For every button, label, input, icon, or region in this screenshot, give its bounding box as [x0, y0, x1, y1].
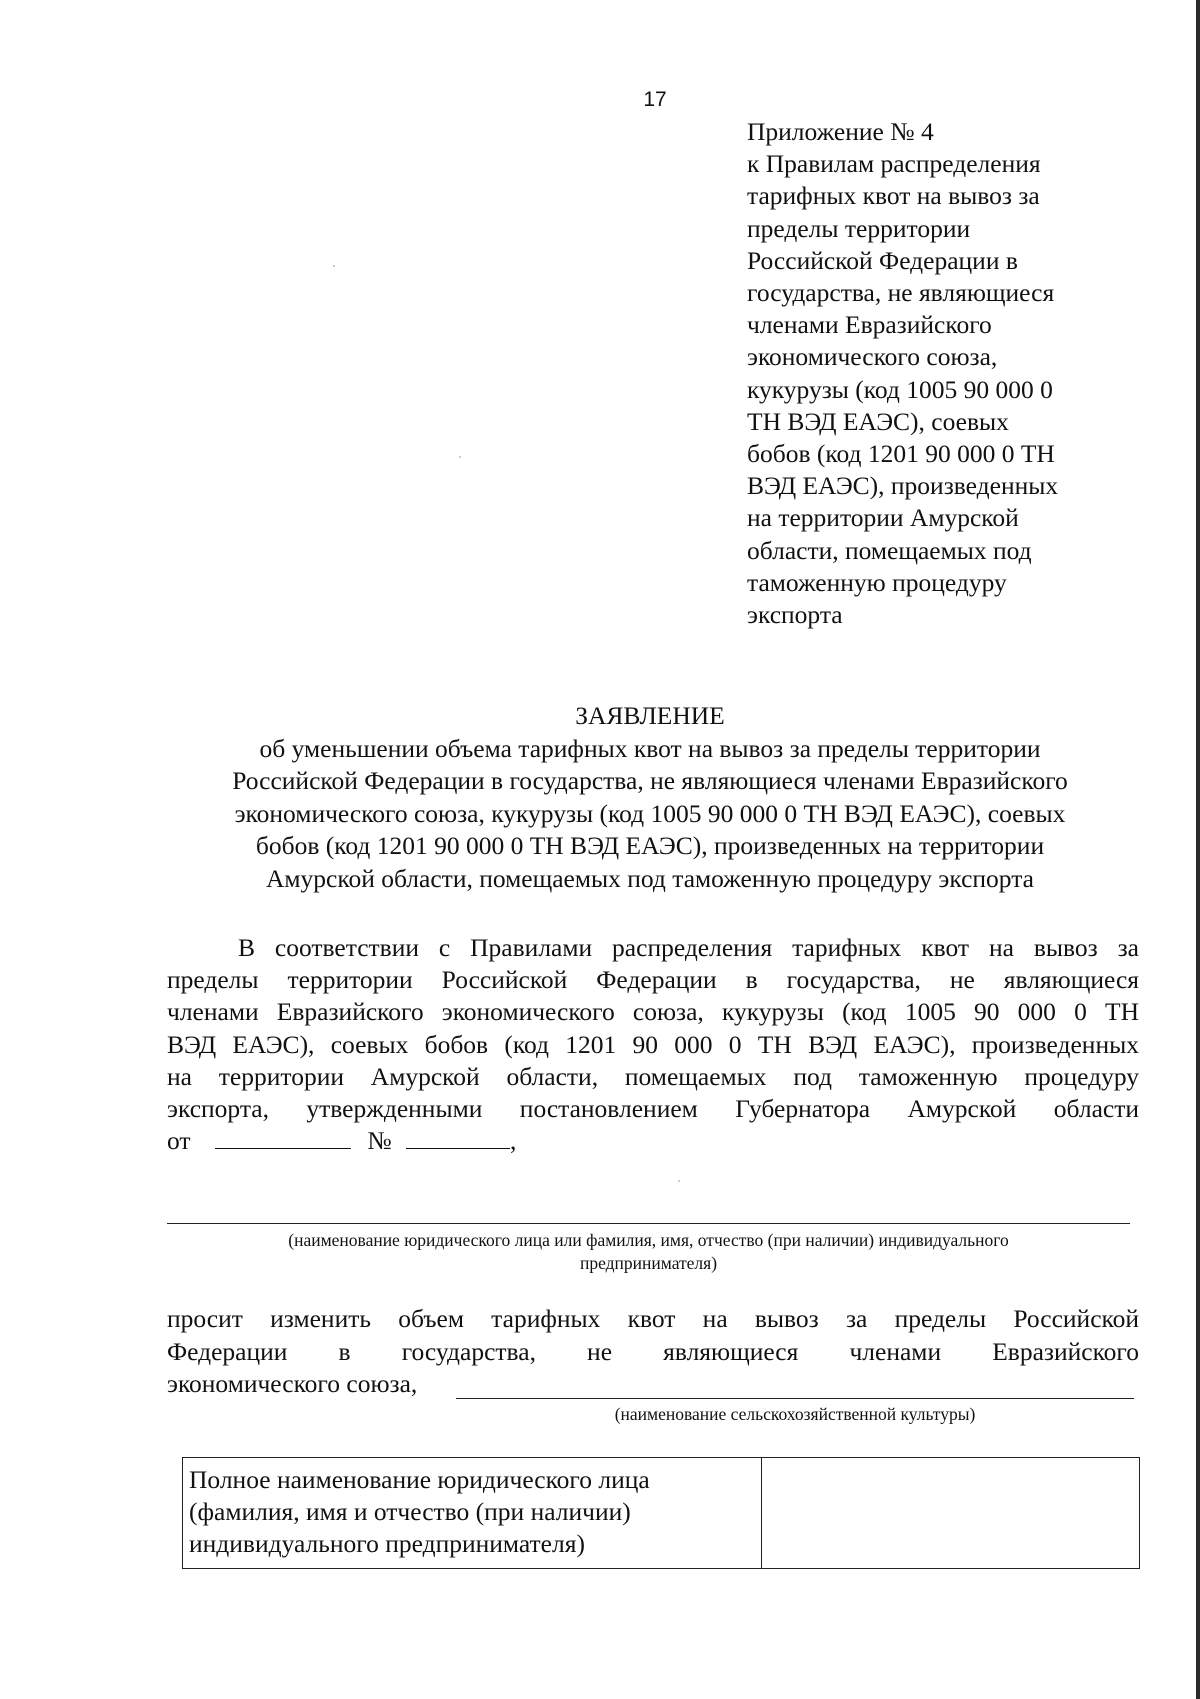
applicant-caption-line: (наименование юридического лица или фамилия, имя, отчество (при наличии) индивидуального: [288, 1230, 1009, 1250]
request-paragraph: [167, 1303, 1139, 1401]
body-line: пределы территории Российской Федерации в государства, не являющиеся: [167, 965, 1139, 995]
crop-name-line[interactable]: [456, 1398, 1134, 1399]
body-line: экспорта, утвержденными постановлением Губернатора Амурской области: [167, 1094, 1139, 1124]
request-line: экономического союза,: [167, 1369, 418, 1398]
scan-speck: [333, 265, 335, 267]
crop-caption: (наименование сельскохозяйственной культуры): [614, 1404, 976, 1424]
appendix-line: бобов (код 1201 90 000 0 ТН: [747, 439, 1055, 469]
applicant-caption: [167, 1229, 1130, 1275]
table-label-line: (фамилия, имя и отчество (при наличии): [189, 1497, 631, 1526]
appendix-line: ТН ВЭД ЕАЭС), соевых: [747, 406, 1009, 436]
table-row: [183, 1458, 1140, 1569]
table-value-cell[interactable]: [762, 1458, 1140, 1569]
body-paragraph: [167, 932, 1139, 1157]
body-line: членами Евразийского экономического союза, кукурузы (код 1005 90 000 0 ТН: [167, 997, 1139, 1027]
request-line: Федерации в государства, не являющиеся членами Евразийского: [167, 1336, 1139, 1366]
appendix-header: [747, 116, 1107, 631]
subtitle-line: экономического союза, кукурузы (код 1005 90 000 0 ТН ВЭД ЕАЭС), соевых: [234, 798, 1066, 828]
number-blank[interactable]: [406, 1126, 510, 1149]
document-title: [170, 700, 1130, 895]
appendix-line: области, помещаемых под: [747, 535, 1032, 565]
appendix-line: таможенную процедуру: [747, 567, 1007, 597]
appendix-line: экспорта: [747, 600, 843, 630]
appendix-line: ВЭД ЕАЭС), произведенных: [747, 471, 1059, 501]
body-line: В соответствии с Правилами распределения тарифных квот на вывоз за: [238, 933, 1139, 962]
body-line: на территории Амурской области, помещаемых под таможенную процедуру: [167, 1061, 1139, 1091]
body-line: ВЭД ЕАЭС), соевых бобов (код 1201 90 000 0 ТН ВЭД ЕАЭС), произведенных: [167, 1029, 1139, 1059]
subtitle-line: бобов (код 1201 90 000 0 ТН ВЭД ЕАЭС), произведенных на территории: [255, 831, 1045, 860]
date-number-line: [167, 1125, 1139, 1157]
appendix-line: тарифных квот на вывоз за: [747, 181, 1040, 211]
subtitle-line: об уменьшении объема тарифных квот на вывоз за пределы территории: [259, 733, 1041, 763]
appendix-line: экономического союза,: [747, 342, 998, 372]
table-label-cell: [183, 1458, 762, 1569]
appendix-line: Российской Федерации в: [747, 245, 1018, 275]
number-sign: №: [367, 1126, 392, 1156]
page-edge: [1196, 0, 1200, 1699]
scan-speck: [459, 456, 461, 458]
date-prefix: от: [167, 1126, 191, 1156]
appendix-line: пределы территории: [747, 213, 971, 243]
page-number: 17: [643, 88, 667, 111]
subtitle-line: Российской Федерации в государства, не являющиеся членами Евразийского: [232, 766, 1068, 795]
scan-speck: [678, 1180, 680, 1182]
table-label-line: Полное наименование юридического лица: [189, 1465, 650, 1494]
applicant-info-table: [182, 1457, 1140, 1569]
document-heading: ЗАЯВЛЕНИЕ: [575, 701, 725, 730]
applicant-caption-line: предпринимателя): [579, 1253, 718, 1273]
appendix-line: членами Евразийского: [747, 310, 992, 340]
appendix-line: Приложение № 4: [747, 117, 934, 146]
appendix-line: на территории Амурской: [747, 503, 1019, 533]
appendix-line: государства, не являющиеся: [747, 278, 1055, 308]
table-label-line: индивидуального предпринимателя): [189, 1529, 585, 1558]
trailing-comma: ,: [510, 1126, 517, 1156]
appendix-line: кукурузы (код 1005 90 000 0: [747, 374, 1053, 404]
applicant-name-line[interactable]: [167, 1223, 1130, 1224]
appendix-line: к Правилам распределения: [747, 149, 1041, 179]
subtitle-line: Амурской области, помещаемых под таможенную процедуру экспорта: [265, 863, 1034, 893]
date-blank[interactable]: [215, 1126, 351, 1149]
request-line: просит изменить объем тарифных квот на вывоз за пределы Российской: [167, 1304, 1139, 1333]
